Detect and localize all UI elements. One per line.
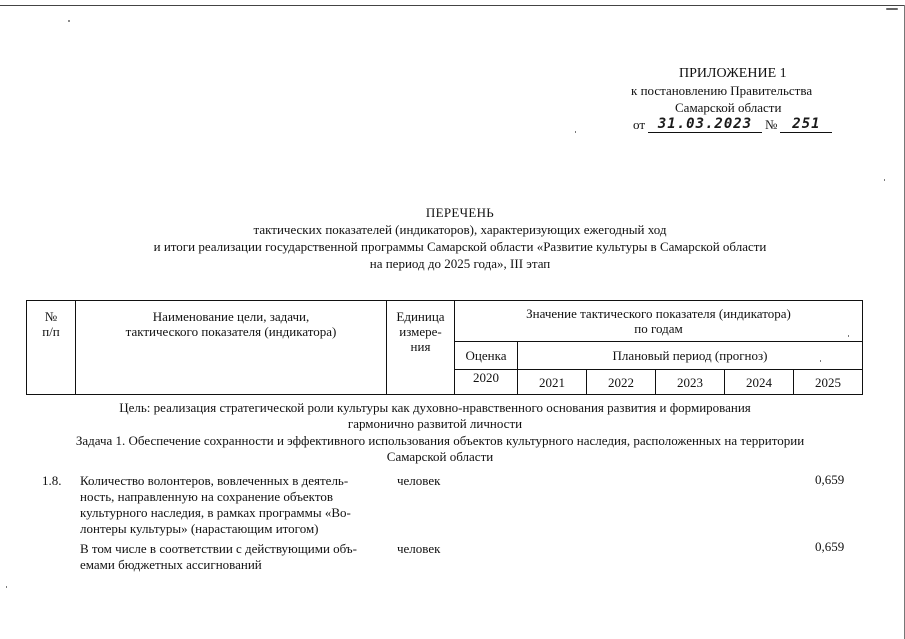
header-unit-cell bbox=[387, 301, 455, 395]
header-name-cell bbox=[76, 301, 387, 395]
task-line-1: Задача 1. Обеспечение сохранности и эффективного использования объектов культурного наследия, расположенных на территории bbox=[75, 433, 805, 448]
row-name-line: лонтеры культуры» (нарастающим итогом) bbox=[80, 521, 319, 536]
document-title-block bbox=[40, 204, 880, 272]
subrow-name-line: емами бюджетных ассигнований bbox=[80, 557, 262, 572]
appendix-line-1: к постановлению Правительства bbox=[631, 83, 813, 98]
subrow-value-2025: 0,659 bbox=[815, 539, 845, 554]
row-name-line: ность, направленную на сохранение объектов bbox=[80, 489, 333, 504]
header-year-2024: 2024 bbox=[725, 370, 794, 395]
header-name-line-2: тактического показателя (индикатора) bbox=[125, 324, 337, 339]
header-unit-line-2: измере- bbox=[399, 324, 442, 339]
signed-date: 31.03.2023 bbox=[648, 116, 762, 133]
header-values-line-2: по годам bbox=[634, 321, 683, 336]
title-line-3: на период до 2025 года», III этап bbox=[369, 256, 551, 271]
scan-speck bbox=[884, 179, 885, 181]
header-estimate-year: 2020 bbox=[455, 370, 518, 395]
goal-line-1: Цель: реализация стратегической роли культуры как духовно-нравственного основания развития и формирования bbox=[119, 400, 751, 415]
header-estimate-label: Оценка bbox=[455, 342, 518, 370]
appendix-line-2: Самарской области bbox=[675, 100, 782, 115]
header-values-cell bbox=[455, 301, 863, 342]
subrow-unit: человек bbox=[397, 541, 441, 556]
subrow-indicator-name bbox=[80, 541, 375, 573]
row-name-line: культурного наследия, в рамках программы «Во- bbox=[80, 505, 351, 520]
header-number-line-1: № bbox=[44, 309, 58, 324]
row-unit: человек bbox=[397, 473, 441, 488]
header-number-cell bbox=[27, 301, 76, 395]
appendix-title: ПРИЛОЖЕНИЕ 1 bbox=[679, 66, 787, 81]
task-text bbox=[40, 433, 840, 465]
indicators-table-header bbox=[26, 300, 863, 395]
scan-speck bbox=[68, 20, 70, 22]
title-line-1: тактических показателей (индикаторов), характеризующих ежегодный ход bbox=[253, 222, 667, 237]
date-prefix: от bbox=[633, 117, 646, 132]
row-number: 1.8. bbox=[42, 473, 62, 488]
header-year-2025: 2025 bbox=[794, 370, 863, 395]
subrow-name-line: В том числе в соответствии с действующими объ- bbox=[80, 541, 357, 556]
number-prefix: № bbox=[765, 117, 778, 132]
header-year-2021: 2021 bbox=[518, 370, 587, 395]
scan-speck bbox=[575, 131, 576, 133]
goal-line-2: гармонично развитой личности bbox=[347, 416, 523, 431]
header-year-2022: 2022 bbox=[587, 370, 656, 395]
goal-text bbox=[40, 400, 830, 432]
document-number: 251 bbox=[780, 116, 832, 133]
row-value-2025: 0,659 bbox=[815, 472, 845, 487]
header-name-line-1: Наименование цели, задачи, bbox=[152, 309, 310, 324]
appendix-date-row bbox=[633, 116, 832, 133]
document-title: ПЕРЕЧЕНЬ bbox=[425, 205, 495, 220]
header-plan-period: Плановый период (прогноз) bbox=[518, 342, 863, 370]
header-year-2023: 2023 bbox=[656, 370, 725, 395]
scan-speck bbox=[886, 8, 898, 10]
scan-edge-top bbox=[0, 5, 905, 6]
row-indicator-name bbox=[80, 473, 375, 537]
row-name-line: Количество волонтеров, вовлеченных в деятель- bbox=[80, 473, 349, 488]
header-unit-line-1: Единица bbox=[396, 309, 445, 324]
task-line-2: Самарской области bbox=[386, 449, 494, 464]
scan-speck bbox=[6, 586, 7, 588]
title-line-2: и итоги реализации государственной программы Самарской области «Развитие культуры в Самарской области bbox=[153, 239, 767, 254]
header-number-line-2: п/п bbox=[42, 324, 60, 339]
header-unit-line-3: ния bbox=[410, 339, 431, 354]
header-values-line-1: Значение тактического показателя (индикатора) bbox=[526, 306, 791, 321]
